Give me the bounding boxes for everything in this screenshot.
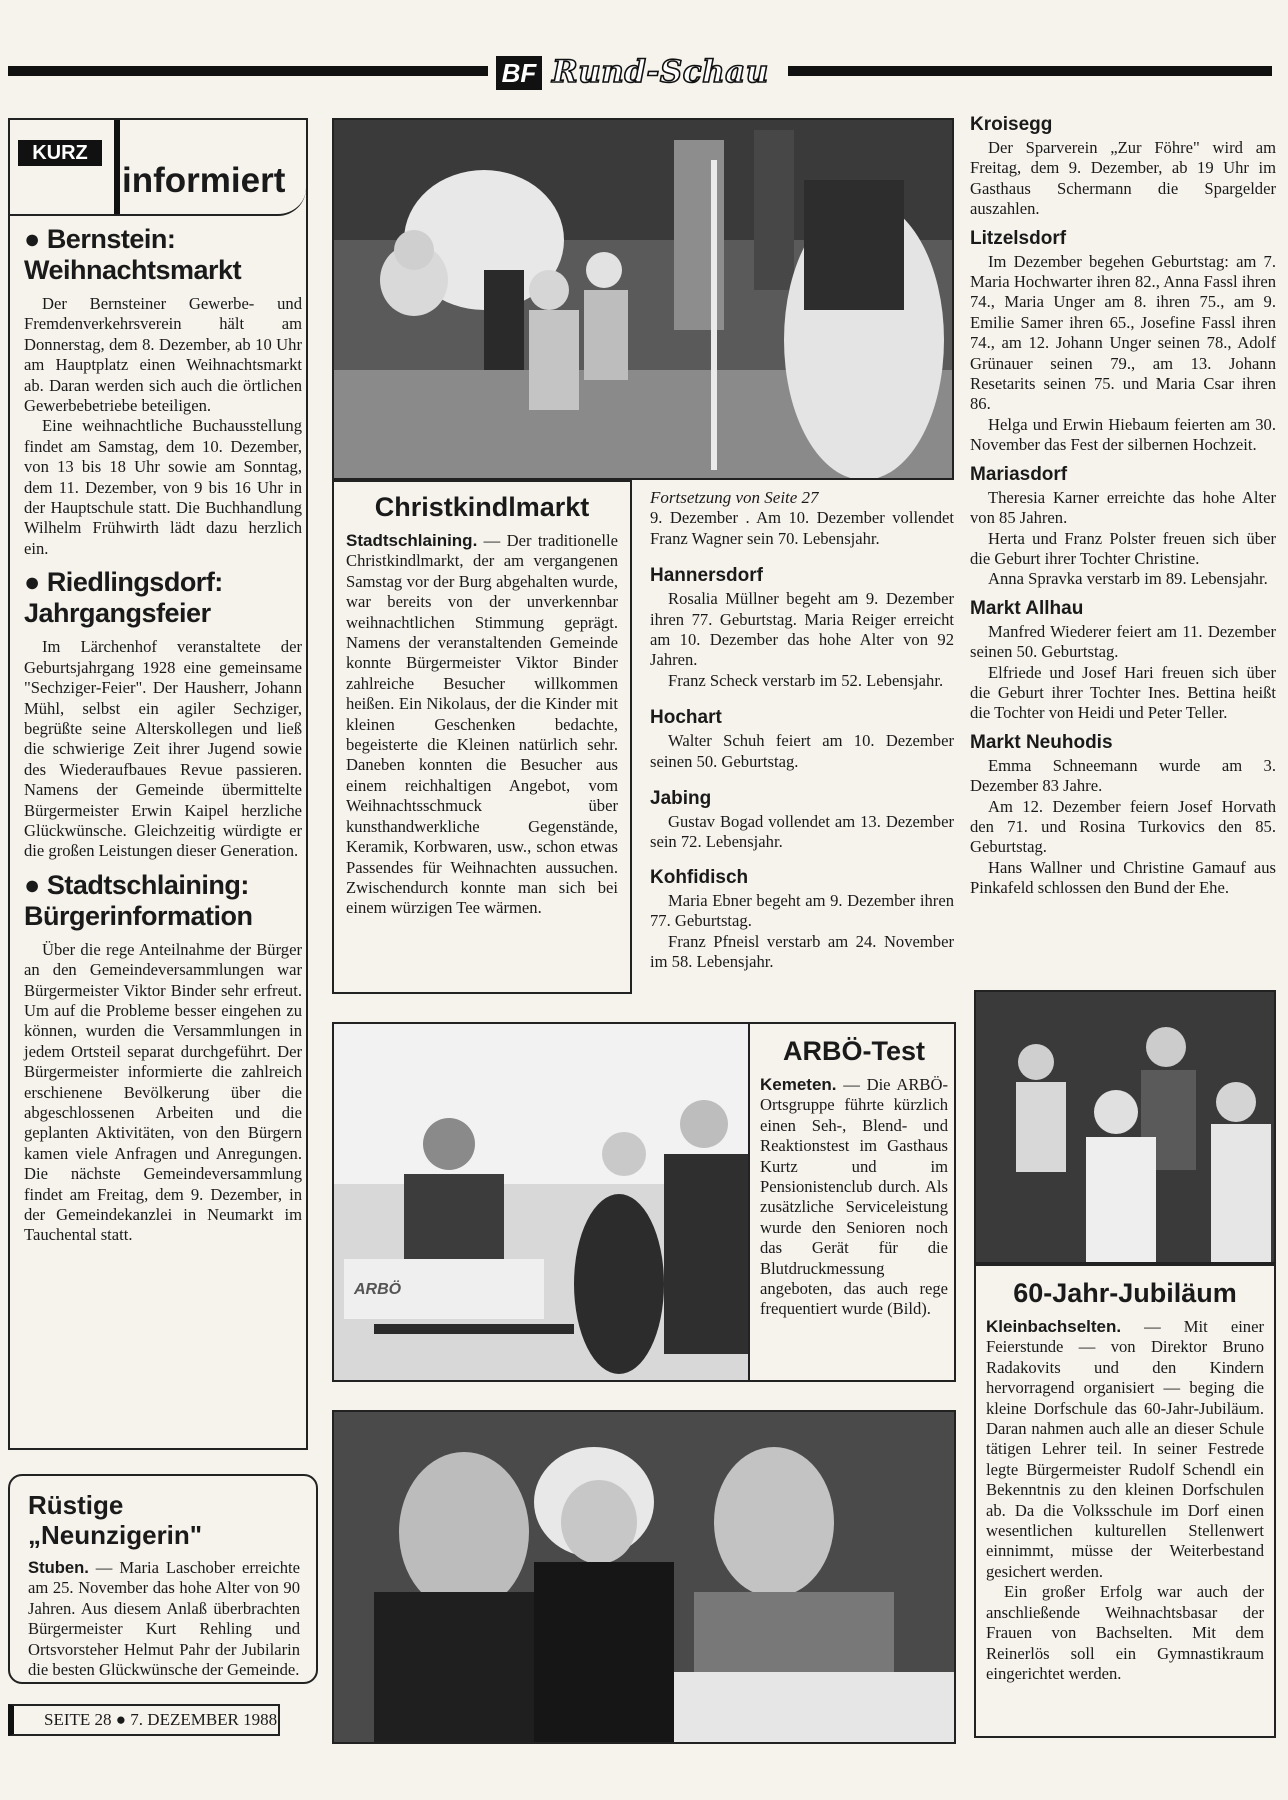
section-para: Manfred Wiederer feiert am 11. Dezember seinen 50. Geburtstag. (970, 621, 1276, 662)
jubilaeum-text (986, 1317, 1264, 1582)
arboe-place: Kemeten. (760, 1075, 837, 1094)
arboe-text (760, 1075, 948, 1320)
section-markt-neuhodis (970, 732, 1276, 899)
kurz-item-para: Über die rege Anteilnahme der Bürger an den Gemeindeversammlungen war Bürgermeister Viktor Binder sehr erfreut. Um auf die Probleme besser eingehen zu können, wurden die Versammlungen in jedem Ortsteil separat durchgeführt. Der Bürgermeister informierte die zahlreich erschienene Bevölkerung über die abgeschlossenen Arbeiten und die geplanten Aktivitäten, von den Bürgern kamen viele Anfragen und Anregungen. Die nächste Gemeindeversammlung findet am Freitag, dem 9. Dezember, in der Gemeindekanzlei in Neumarkt im Tauchental statt. (24, 939, 302, 1245)
section-para: Hans Wallner und Christine Gamauf aus Pinkafeld schlossen den Bund der Ehe. (970, 857, 1276, 898)
kurz-informiert-box (8, 118, 308, 1450)
neunzigerin-photo-scene (334, 1412, 954, 1742)
arboe-frame (332, 1022, 956, 1382)
section-title: Kroisegg (970, 114, 1053, 135)
kurz-item-stadtschlaining (24, 870, 302, 1246)
section-hochart (650, 707, 954, 772)
jubilaeum-photo-scene (976, 992, 1274, 1262)
section-para: Emma Schneemann wurde am 3. Dezember 83 Jahre. (970, 755, 1276, 796)
christkindlmarkt-place: Stadtschlaining. (346, 531, 478, 550)
fortsetzung-column (650, 488, 954, 973)
bullet-icon: ● (24, 567, 47, 598)
section-para: Im Dezember begehen Geburtstag: am 7. Maria Hochwarter ihren 82., Anna Fassl ihren 74., Maria Unger am 8. ihren 75., am 9. Emilie Samer ihren 65., Josefine Fassl ihren 74., am 12. Johann Unger seinen 78., Adolf Grünauer seinen 79., am 13. Johann Resetarits seinen 75. und Maria Csar ihren 86. (970, 251, 1276, 414)
fortsetzung-intro: 9. Dezember . Am 10. Dezember vollendet Franz Wagner sein 70. Lebensjahr. (650, 508, 954, 548)
kurz-item-para: Im Lärchenhof veranstaltete der Geburtsjahrgang 1928 eine gemeinsame "Sechziger-Feier". Der Hausherr, Johann Mühl, selbst ein agiler Sechziger, begrüßte seine Alterskollegen und ließ die schwierige Zeit ihrer Jugend sowie des Wiederaufbaues Revue passieren. Namens der Gemeinde übermittelte Bürgermeister Erwin Kaipel herzliche Glückwünsche. Gleichzeitig würdigte er die großen Leistungen dieser Generation. (24, 637, 302, 861)
section-title: Jabing (650, 788, 712, 810)
neunzigerin-box (8, 1474, 318, 1684)
section-kroisegg (970, 114, 1276, 220)
section-title: Hochart (650, 707, 722, 729)
section-para: Franz Scheck verstarb im 52. Lebensjahr. (668, 670, 944, 690)
kurz-item-title: Riedlingsdorf: Jahrgangsfeier (24, 567, 223, 629)
kurz-header-bar (114, 120, 120, 214)
section-title: Markt Allhau (970, 597, 1084, 619)
kurz-header (10, 120, 306, 216)
bullet-icon: ● (24, 224, 47, 254)
neunzigerin-body: — Maria Laschober erreichte am 25. November das hohe Alter von 90 Jahren. Aus diesem Anlaß überbrachten Bürgermeister Kurt Rehling und Ortsvorsteher Helmut Pahr der Jubilarin die besten Glückwünsche der Gemeinde. (28, 1558, 300, 1680)
masthead-title: Rund-Schau (552, 54, 769, 90)
arboe-body: — Die ARBÖ-Ortsgruppe führte kürzlich einen Seh-, Blend- und Reaktionstest im Gasthaus Kurtz und im Pensionistenclub durch. Als zusätzliche Serviceleistung wurde den Senioren noch das Gerät für die Blutdruckmessung angeboten, das auch rege frequentiert wurde (Bild). (760, 1075, 948, 1319)
jubilaeum-photo (974, 990, 1276, 1264)
section-kohfidisch (650, 867, 954, 973)
section-title: Markt Neuhodis (970, 731, 1113, 753)
jubilaeum-body: — Mit einer Feierstunde — von Direktor Bruno Radakovits und den Kindern hervorragend organisiert — beging die kleine Dorfschule das 60-Jahr-Jubiläum. Daran nahmen auch alle an dieser Schule tätigen Lehrer teil. In seiner Festrede legte Bürgermeister Rudolf Schendl ein Bekenntnis zu den kleinen Dorfschulen ab. Da die Volksschule im Dorf einen wesentlichen kulturellen Stellenwert einnimmt, müsse der Weiterbestand gesichert werden. (986, 1317, 1264, 1581)
christkindlmarkt-photo (332, 118, 954, 480)
section-litzelsdorf (970, 228, 1276, 456)
christkindlmarkt-photo-scene (334, 120, 952, 478)
kurz-tag: KURZ (18, 140, 102, 166)
masthead-rule-right (788, 66, 1272, 76)
section-title: Litzelsdorf (970, 227, 1067, 249)
section-para: Walter Schuh feiert am 10. Dezember seinen 50. Geburtstag. (650, 731, 954, 771)
arboe-photo (334, 1024, 750, 1380)
kurz-items (24, 224, 302, 1246)
jubilaeum-box (974, 1264, 1276, 1738)
kurz-item-para: Der Bernsteiner Gewerbe- und Fremdenverkehrsverein hält am Donnerstag, dem 8. Dezember, ab 10 Uhr am Hauptplatz einen Weihnachtsmarkt ab. Daran werden sich auch die örtlichen Gewerbebetriebe beteiligen. (24, 294, 302, 416)
section-para: Rosalia Müllner begeht am 9. Dezember ihren 77. Geburtstag. Maria Reiger erreicht am 10. Dezember das hohe Alter von 92 Jahren. (650, 589, 954, 670)
neunzigerin-text (28, 1558, 300, 1680)
christkindlmarkt-body: — Der traditionelle Christkindlmarkt, der am vergangenen Samstag vor der Burg abgehalten wurde, war bereits von der unverkennbar weihnachtlichen Stimmung geprägt. Namens der veranstaltenden Gemeinde konnte Bürgermeister Viktor Binder zahlreiche Besucher willkommen heißen. Ein Nikolaus, der die Kinder mit kleinen Geschenken bedachte, begeisterte die Kleinen natürlich sehr. Daneben konnten die Besucher aus einem reichhaltigen Angebot, vom Weihnachtsschmuck über kunsthandwerkliche Gegenstände, Keramik, Korbwaren, usw., schon etwas Passendes für Weihnachten aussuchen. Zwischendurch konnte man sich bei einem würzigen Tee wärmen. (346, 531, 618, 918)
section-para: Helga und Erwin Hiebaum feierten am 30. November das Fest der silbernen Hochzeit. (970, 414, 1276, 455)
arboe-title: ARBÖ-Test (782, 1036, 925, 1066)
kurz-item-para: Eine weihnachtliche Buchausstellung findet am Samstag, dem 10. Dezember, von 13 bis 18 Uhr sowie am Sonntag, dem 11. Dezember, von 9 bis 16 Uhr in der Hauptschule statt. Die Buchhandlung Wilhelm Frühwirth lädt dazu herzlich ein. (24, 416, 302, 558)
arboe-photo-scene (334, 1024, 748, 1380)
arboe-text-area (760, 1028, 948, 1320)
section-para: Herta und Franz Polster freuen sich über die Geburt ihrer Tochter Christine. (970, 528, 1276, 568)
christkindlmarkt-title: Christkindlmarkt (374, 492, 590, 522)
neunzigerin-title: Rüstige „Neunzigerin" (28, 1490, 203, 1550)
neunzigerin-place: Stuben. (28, 1558, 89, 1577)
fortsetzung-label: Fortsetzung von Seite 27 (650, 488, 819, 507)
kurz-heading: informiert (122, 161, 286, 200)
section-title: Mariasdorf (970, 463, 1068, 485)
neunzigerin-photo (332, 1410, 956, 1744)
section-title: Kohfidisch (650, 866, 749, 888)
section-title: Hannersdorf (650, 565, 763, 587)
jubilaeum-title: 60-Jahr-Jubiläum (1013, 1278, 1237, 1308)
section-para: Theresia Karner erreichte das hohe Alter von 85 Jahren. (970, 487, 1276, 528)
kurz-item-title: Bernstein: Weihnachtsmarkt (24, 224, 242, 285)
kurz-item-riedlingsdorf (24, 567, 302, 861)
section-para: Der Sparverein „Zur Föhre" wird am Freitag, dem 9. Dezember, ab 19 Uhr im Gasthaus Schermann die Spargelder auszahlen. (970, 138, 1276, 219)
jubilaeum-place: Kleinbachselten. (986, 1317, 1122, 1336)
kurz-item-title: Stadtschlaining: Bürgerinformation (24, 869, 253, 931)
christkindlmarkt-text (346, 531, 618, 919)
masthead-rule-left (8, 66, 488, 76)
section-hannersdorf (650, 565, 954, 691)
section-para: Anna Spravka verstarb im 89. Lebensjahr. (988, 569, 1268, 589)
right-column (970, 114, 1276, 899)
section-para: Elfriede und Josef Hari freuen sich über die Geburt ihrer Tochter Ines. Bettina heißt die Tochter von Heidi und Peter Teller. (970, 662, 1276, 723)
section-jabing (650, 788, 954, 853)
jubilaeum-text2: Ein großer Erfolg war auch der anschließende Weihnachtsbasar der Frauen von Bachselten. Mit dem Reinerlös soll ein Gymnastikraum eingerichtet werden. (986, 1582, 1264, 1683)
section-markt-allhau (970, 598, 1276, 724)
kurz-item-bernstein (24, 224, 302, 559)
bullet-icon: ● (24, 869, 47, 900)
section-para: Am 12. Dezember feiern Josef Horvath den 71. und Rosina Turkovics den 85. Geburtstag. (970, 796, 1276, 857)
arboe-photo-sign: ARBÖ (354, 1281, 402, 1298)
masthead-logo: BF (496, 56, 542, 90)
section-para: Franz Pfneisl verstarb am 24. November im 58. Lebensjahr. (650, 931, 954, 972)
christkindlmarkt-box (332, 480, 632, 994)
page-footer: SEITE 28 ● 7. DEZEMBER 1988 (8, 1704, 280, 1736)
section-para: Gustav Bogad vollendet am 13. Dezember sein 72. Lebensjahr. (650, 812, 954, 852)
section-para: Maria Ebner begeht am 9. Dezember ihren 77. Geburtstag. (650, 890, 954, 931)
section-mariasdorf (970, 464, 1276, 590)
